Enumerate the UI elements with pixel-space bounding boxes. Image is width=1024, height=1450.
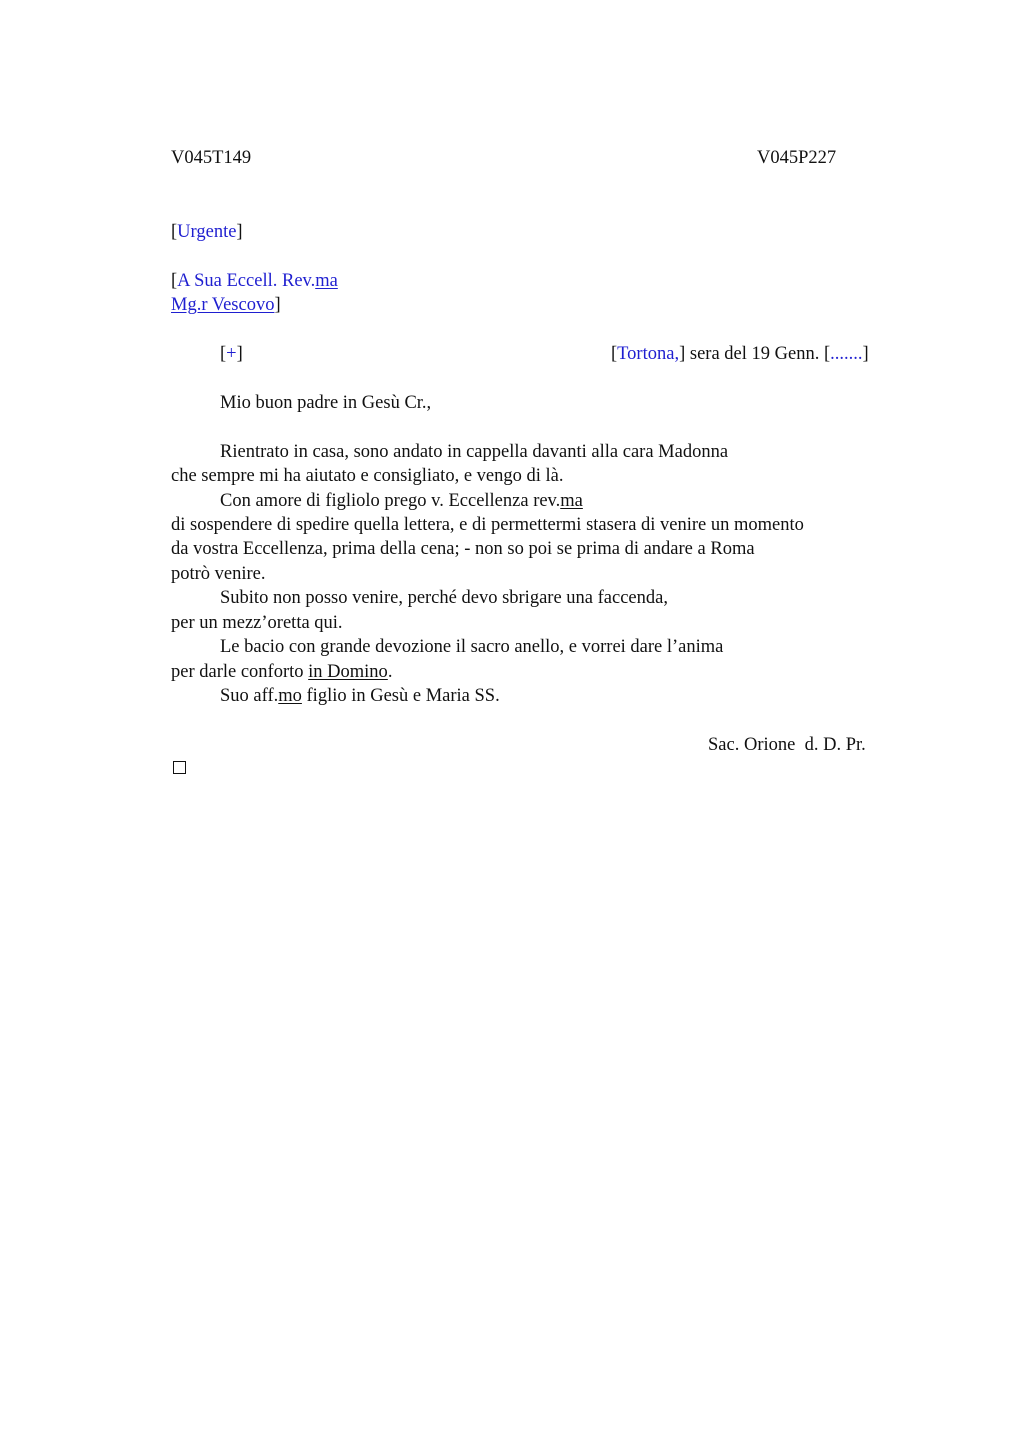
bracket-close: ]	[274, 295, 281, 315]
body-line-10	[171, 660, 392, 684]
body-line-3	[220, 489, 583, 513]
bracket-close: ]	[236, 344, 243, 364]
bracket-open: [	[171, 222, 178, 242]
closing-line	[220, 684, 500, 708]
closing-text-rest: figlio in Gesù e Maria SS.	[301, 686, 500, 706]
bracket-open: [	[823, 344, 831, 364]
signature: Sac. Orione d. D. Pr.	[708, 735, 866, 755]
date-text: sera del 19 Genn.	[685, 344, 824, 364]
closing-text: Suo aff.	[220, 686, 279, 706]
cross-mark	[220, 342, 243, 366]
bracket-close: ]	[236, 222, 243, 242]
document-code-left: V045T149	[171, 148, 252, 168]
bracket-open: [	[611, 344, 618, 364]
body-line-10-text: per darle conforto	[171, 662, 309, 682]
recipient-line-2	[171, 293, 281, 317]
period: .	[387, 662, 393, 682]
cross-symbol: +	[226, 344, 237, 364]
body-line-8: per un mezz’oretta qui.	[171, 613, 343, 633]
body-line-1: Rientrato in casa, sono andato in cappella davanti alla cara Madonna	[220, 442, 729, 462]
body-line-2: che sempre mi ha aiutato e consigliato, e vengo di là.	[171, 466, 564, 486]
body-line-7: Subito non posso venire, perché devo sbrigare una faccenda,	[220, 588, 668, 608]
urgent-note	[171, 220, 243, 244]
recipient-title: A Sua Eccell. Rev.	[177, 271, 316, 291]
bracket-open: [	[171, 271, 178, 291]
recipient-name: Mg.r Vescovo	[171, 295, 275, 315]
body-line-9: Le bacio con grande devozione il sacro anello, e vorrei dare l’anima	[220, 637, 724, 657]
salutation: Mio buon padre in Gesù Cr.,	[220, 393, 432, 413]
dateline	[611, 342, 869, 366]
end-square-icon	[173, 761, 186, 774]
place-name: Tortona,	[617, 344, 680, 364]
abbrev-suffix: ma	[560, 491, 583, 511]
urgent-text: Urgente	[177, 222, 237, 242]
body-line-5: da vostra Eccellenza, prima della cena; - non so poi se prima di andare a Roma	[171, 539, 755, 559]
body-line-4: di sospendere di spedire quella lettera, e di permettermi stasera di venire un momento	[171, 515, 804, 535]
body-line-6: potrò venire.	[171, 564, 266, 584]
latin-phrase: in Domino	[308, 662, 388, 682]
bracket-close: ]	[862, 344, 869, 364]
recipient-line-1	[171, 269, 338, 293]
bracket-close: ]	[679, 344, 686, 364]
body-line-3-text: Con amore di figliolo prego v. Eccellenza rev.	[220, 491, 561, 511]
bracket-open: [	[220, 344, 227, 364]
year-placeholder: .......	[830, 344, 863, 364]
document-code-right: V045P227	[757, 148, 837, 168]
recipient-title-abbrev: ma	[315, 271, 338, 291]
abbrev-suffix: mo	[278, 686, 302, 706]
